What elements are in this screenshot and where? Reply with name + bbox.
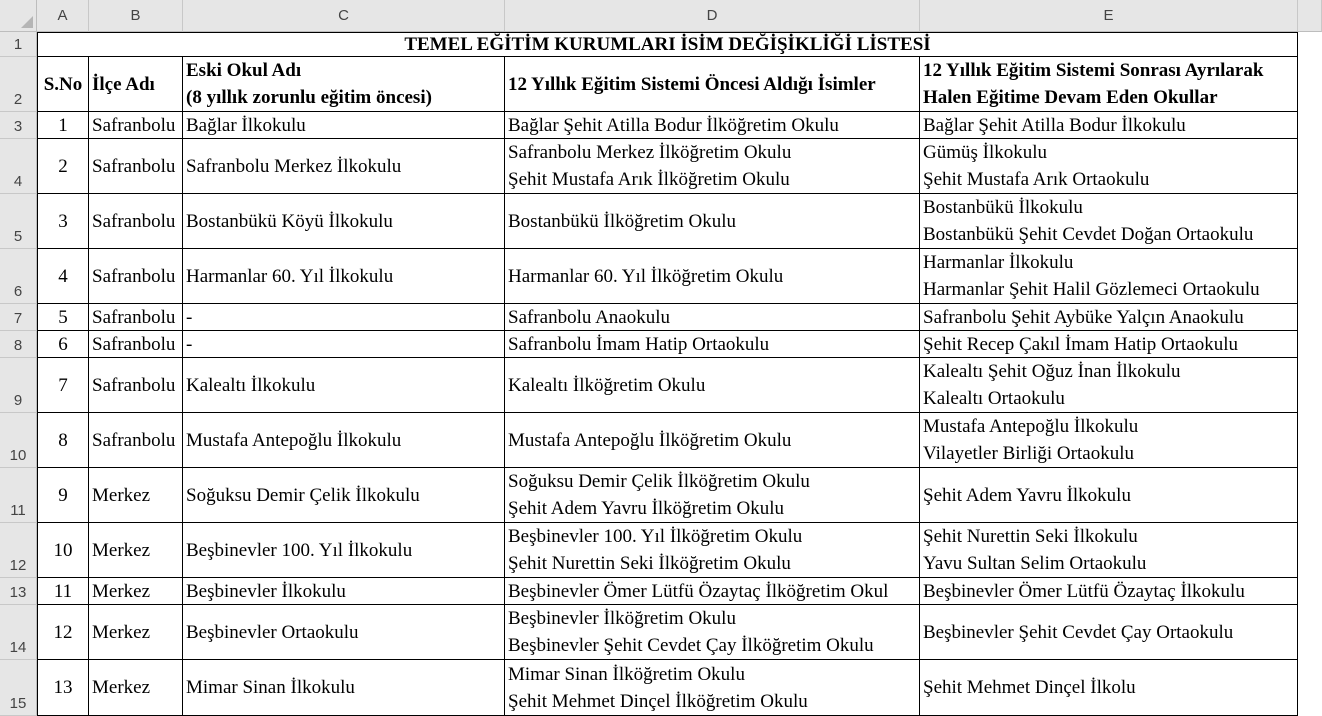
cell-ilce[interactable] <box>89 358 183 413</box>
cell-sonrasi[interactable] <box>920 249 1298 304</box>
cell-ilce-line-1: Safranbolu <box>92 155 176 177</box>
cell-sonrasi-line-2: Bostanbükü Şehit Cevdet Doğan Ortaokulu <box>923 224 1254 245</box>
cell-sonrasi-line-1: Bağlar Şehit Atilla Bodur İlkokulu <box>923 114 1186 136</box>
cell-ilce[interactable] <box>89 578 183 605</box>
row-header-4[interactable]: 4 <box>0 139 37 194</box>
cell-ilce-line-1: Safranbolu <box>92 374 176 396</box>
header-sno-line-1: S.No <box>43 73 83 95</box>
cell-sno[interactable] <box>37 605 89 660</box>
row-header-11[interactable]: 11 <box>0 468 37 523</box>
cell-ilce-line-1: Safranbolu <box>92 114 176 136</box>
cell-eski-okul[interactable] <box>183 249 505 304</box>
gridline-right <box>1298 32 1322 716</box>
cell-sonrasi[interactable] <box>920 468 1298 523</box>
cell-oncesi-line-2: Şehit Mehmet Dinçel İlköğretim Okulu <box>508 690 808 712</box>
cell-oncesi-line-1: Kalealtı İlköğretim Okulu <box>508 374 706 396</box>
header-sonrasi[interactable] <box>920 57 1298 112</box>
cell-sonrasi-line-1: Beşbinevler Şehit Cevdet Çay Ortaokulu <box>923 621 1234 643</box>
cell-oncesi[interactable] <box>505 358 920 413</box>
cell-oncesi[interactable] <box>505 331 920 358</box>
cell-sno-line-1: 5 <box>58 306 68 328</box>
cell-eski-okul-line-1: Soğuksu Demir Çelik İlkokulu <box>186 484 420 506</box>
cell-oncesi-line-1: Safranbolu Merkez İlköğretim Okulu <box>508 142 792 163</box>
cell-oncesi-line-2: Beşbinevler Şehit Cevdet Çay İlköğretim Okulu <box>508 635 874 656</box>
cell-sno[interactable] <box>37 331 89 358</box>
cell-ilce-line-1: Safranbolu <box>92 429 176 451</box>
cell-sonrasi-line-1: Mustafa Antepoğlu İlkokulu <box>923 416 1139 437</box>
cell-oncesi-line-1: Harmanlar 60. Yıl İlköğretim Okulu <box>508 265 784 287</box>
cell-sonrasi[interactable] <box>920 660 1298 716</box>
cell-oncesi[interactable] <box>505 468 920 523</box>
cell-sonrasi-line-2: Vilayetler Birliği Ortaokulu <box>923 443 1134 464</box>
cell-sonrasi[interactable] <box>920 358 1298 413</box>
cell-oncesi-line-1: Mustafa Antepoğlu İlköğretim Okulu <box>508 429 792 451</box>
cell-sno-line-1: 12 <box>53 621 73 643</box>
row-header-1[interactable]: 1 <box>0 32 37 57</box>
cell-oncesi-line-2: Şehit Adem Yavru İlköğretim Okulu <box>508 498 785 519</box>
cell-ilce-line-1: Merkez <box>92 484 151 506</box>
cell-ilce-line-1: Merkez <box>92 621 151 643</box>
header-eski-okul[interactable] <box>183 57 505 112</box>
cell-eski-okul[interactable] <box>183 605 505 660</box>
cell-ilce[interactable] <box>89 523 183 578</box>
cell-oncesi[interactable] <box>505 249 920 304</box>
cell-oncesi-line-1: Beşbinevler Ömer Lütfü Özaytaç İlköğretim Okul <box>508 580 889 602</box>
column-header-f[interactable] <box>1298 0 1322 32</box>
cell-ilce-line-1: Safranbolu <box>92 306 176 328</box>
cell-eski-okul-line-1: Beşbinevler Ortaokulu <box>186 621 359 643</box>
cell-eski-okul-line-1: Kalealtı İlkokulu <box>186 374 316 396</box>
cell-sno-line-1: 3 <box>58 210 68 232</box>
cell-sonrasi-line-1: Bostanbükü İlkokulu <box>923 197 1083 218</box>
cell-oncesi-line-1: Bostanbükü İlköğretim Okulu <box>508 210 736 232</box>
cell-oncesi[interactable] <box>505 304 920 331</box>
cell-sno[interactable] <box>37 468 89 523</box>
cell-ilce-line-1: Merkez <box>92 539 151 561</box>
cell-oncesi-line-1: Beşbinevler İlköğretim Okulu <box>508 608 736 629</box>
cell-sonrasi-line-1: Şehit Mehmet Dinçel İlkolu <box>923 677 1136 698</box>
sheet-title-line-1: TEMEL EĞİTİM KURUMLARI İSİM DEĞİŞİKLİĞİ LİSTESİ <box>404 34 931 55</box>
cell-sno-line-1: 2 <box>58 155 68 177</box>
cell-sno[interactable] <box>37 139 89 194</box>
cell-ilce[interactable] <box>89 413 183 468</box>
cell-eski-okul[interactable] <box>183 331 505 358</box>
cell-ilce-line-1: Merkez <box>92 580 151 602</box>
cell-ilce[interactable] <box>89 660 183 716</box>
cell-sonrasi[interactable] <box>920 578 1298 605</box>
cell-sno[interactable] <box>37 249 89 304</box>
cell-ilce[interactable] <box>89 249 183 304</box>
cell-ilce[interactable] <box>89 112 183 139</box>
cell-sonrasi[interactable] <box>920 331 1298 358</box>
cell-eski-okul-line-1: - <box>186 306 193 328</box>
cell-sno[interactable] <box>37 358 89 413</box>
cell-oncesi-line-1: Bağlar Şehit Atilla Bodur İlköğretim Okulu <box>508 114 839 136</box>
cell-sno-line-1: 7 <box>58 374 68 396</box>
cell-eski-okul-line-1: Mimar Sinan İlkokulu <box>186 677 355 698</box>
cell-ilce-line-1: Safranbolu <box>92 210 176 232</box>
cell-sonrasi[interactable] <box>920 112 1298 139</box>
cell-eski-okul[interactable] <box>183 112 505 139</box>
cell-oncesi-line-2: Şehit Mustafa Arık İlköğretim Okulu <box>508 169 790 190</box>
header-eski-okul-line-1: Eski Okul Adı <box>186 60 302 81</box>
header-ilce[interactable] <box>89 57 183 112</box>
cell-eski-okul[interactable] <box>183 468 505 523</box>
cell-oncesi[interactable] <box>505 413 920 468</box>
cell-eski-okul[interactable] <box>183 194 505 249</box>
cell-eski-okul-line-1: Bağlar İlkokulu <box>186 114 306 136</box>
select-all-corner[interactable] <box>0 0 37 32</box>
cell-eski-okul-line-1: Harmanlar 60. Yıl İlkokulu <box>186 265 394 287</box>
cell-eski-okul[interactable] <box>183 358 505 413</box>
cell-oncesi[interactable] <box>505 194 920 249</box>
cell-sno-line-1: 6 <box>58 333 68 355</box>
header-ilce-line-1: İlçe Adı <box>92 73 155 95</box>
column-header-a[interactable]: A <box>37 0 89 32</box>
cell-oncesi-line-1: Beşbinevler 100. Yıl İlköğretim Okulu <box>508 526 803 547</box>
cell-oncesi-line-1: Soğuksu Demir Çelik İlköğretim Okulu <box>508 471 810 492</box>
cell-ilce[interactable] <box>89 194 183 249</box>
cell-sno[interactable] <box>37 523 89 578</box>
cell-ilce[interactable] <box>89 139 183 194</box>
cell-eski-okul[interactable] <box>183 139 505 194</box>
cell-eski-okul[interactable] <box>183 660 505 716</box>
cell-sonrasi[interactable] <box>920 304 1298 331</box>
column-header-e[interactable]: E <box>920 0 1298 32</box>
row-header-7[interactable]: 7 <box>0 304 37 331</box>
row-header-5[interactable]: 5 <box>0 194 37 249</box>
row-header-2[interactable]: 2 <box>0 57 37 112</box>
header-sonrasi-line-2: Halen Eğitime Devam Eden Okullar <box>923 87 1218 108</box>
cell-eski-okul[interactable] <box>183 413 505 468</box>
column-header-b[interactable]: B <box>89 0 183 32</box>
cell-sno[interactable] <box>37 304 89 331</box>
cell-eski-okul-line-1: - <box>186 333 193 355</box>
row-header-15[interactable]: 15 <box>0 660 37 716</box>
cell-eski-okul[interactable] <box>183 523 505 578</box>
cell-eski-okul-line-1: Bostanbükü Köyü İlkokulu <box>186 210 393 232</box>
cell-eski-okul[interactable] <box>183 578 505 605</box>
column-header-c[interactable]: C <box>183 0 505 32</box>
cell-sno[interactable] <box>37 112 89 139</box>
row-header-13[interactable]: 13 <box>0 578 37 605</box>
cell-ilce-line-1: Safranbolu <box>92 333 176 355</box>
cell-ilce[interactable] <box>89 304 183 331</box>
cell-sonrasi-line-1: Harmanlar İlkokulu <box>923 252 1074 273</box>
cell-sno[interactable] <box>37 578 89 605</box>
cell-sonrasi-line-2: Şehit Mustafa Arık Ortaokulu <box>923 169 1150 190</box>
cell-oncesi-line-2: Şehit Nurettin Seki İlköğretim Okulu <box>508 553 791 574</box>
cell-sonrasi-line-1: Gümüş İlkokulu <box>923 142 1048 163</box>
cell-sno-line-1: 9 <box>58 484 68 506</box>
cell-sno-line-1: 1 <box>58 114 68 136</box>
cell-oncesi[interactable] <box>505 605 920 660</box>
cell-sonrasi-line-1: Şehit Nurettin Seki İlkokulu <box>923 526 1138 547</box>
cell-sonrasi-line-1: Şehit Recep Çakıl İmam Hatip Ortaokulu <box>923 333 1239 355</box>
row-header-8[interactable]: 8 <box>0 331 37 358</box>
cell-sonrasi-line-1: Safranbolu Şehit Aybüke Yalçın Anaokulu <box>923 306 1244 328</box>
column-header-d[interactable]: D <box>505 0 920 32</box>
row-header-14[interactable]: 14 <box>0 605 37 660</box>
cell-ilce[interactable] <box>89 468 183 523</box>
cell-oncesi-line-1: Safranbolu Anaokulu <box>508 306 671 328</box>
row-header-6[interactable]: 6 <box>0 249 37 304</box>
cell-sonrasi-line-2: Yavu Sultan Selim Ortaokulu <box>923 553 1147 574</box>
header-oncesi-line-1: 12 Yıllık Eğitim Sistemi Öncesi Aldığı İsimler <box>508 73 876 95</box>
cell-sonrasi[interactable] <box>920 605 1298 660</box>
cell-sonrasi[interactable] <box>920 413 1298 468</box>
cell-sonrasi-line-1: Şehit Adem Yavru İlkokulu <box>923 484 1131 506</box>
cell-sonrasi-line-1: Kalealtı Şehit Oğuz İnan İlkokulu <box>923 361 1181 382</box>
cell-eski-okul-line-1: Beşbinevler 100. Yıl İlkokulu <box>186 539 413 561</box>
row-header-12[interactable]: 12 <box>0 523 37 578</box>
cell-ilce[interactable] <box>89 605 183 660</box>
row-header-3[interactable]: 3 <box>0 112 37 139</box>
cell-oncesi[interactable] <box>505 578 920 605</box>
cell-ilce-line-1: Merkez <box>92 677 151 698</box>
row-header-10[interactable]: 10 <box>0 413 37 468</box>
cell-oncesi[interactable] <box>505 523 920 578</box>
cell-oncesi[interactable] <box>505 660 920 716</box>
cell-sonrasi[interactable] <box>920 139 1298 194</box>
row-header-9[interactable]: 9 <box>0 358 37 413</box>
cell-sno-line-1: 13 <box>53 677 73 698</box>
cell-eski-okul-line-1: Mustafa Antepoğlu İlkokulu <box>186 429 402 451</box>
cell-oncesi-line-1: Safranbolu İmam Hatip Ortaokulu <box>508 333 770 355</box>
header-eski-okul-line-2: (8 yıllık zorunlu eğitim öncesi) <box>186 87 432 108</box>
cell-sno-line-1: 8 <box>58 429 68 451</box>
header-sno[interactable] <box>37 57 89 112</box>
cell-sno[interactable] <box>37 660 89 716</box>
cell-oncesi-line-1: Mimar Sinan İlköğretim Okulu <box>508 663 745 685</box>
cell-ilce-line-1: Safranbolu <box>92 265 176 287</box>
cell-oncesi[interactable] <box>505 139 920 194</box>
cell-sno-line-1: 10 <box>53 539 73 561</box>
cell-oncesi[interactable] <box>505 112 920 139</box>
cell-sonrasi[interactable] <box>920 194 1298 249</box>
cell-sonrasi[interactable] <box>920 523 1298 578</box>
cell-ilce[interactable] <box>89 331 183 358</box>
header-sonrasi-line-1: 12 Yıllık Eğitim Sistemi Sonrası Ayrılarak <box>923 60 1264 81</box>
cell-sonrasi-line-2: Kalealtı Ortaokulu <box>923 388 1065 409</box>
cell-sno[interactable] <box>37 413 89 468</box>
cell-sno[interactable] <box>37 194 89 249</box>
cell-sno-line-1: 11 <box>53 580 73 602</box>
cell-sonrasi-line-2: Harmanlar Şehit Halil Gözlemeci Ortaokulu <box>923 279 1260 300</box>
header-oncesi[interactable] <box>505 57 920 112</box>
cell-eski-okul-line-1: Safranbolu Merkez İlkokulu <box>186 155 402 177</box>
select-all-triangle-icon <box>21 16 33 28</box>
cell-sonrasi-line-1: Beşbinevler Ömer Lütfü Özaytaç İlkokulu <box>923 580 1245 602</box>
cell-sno-line-1: 4 <box>58 265 68 287</box>
sheet-title[interactable] <box>37 32 1298 57</box>
cell-eski-okul-line-1: Beşbinevler İlkokulu <box>186 580 346 602</box>
cell-eski-okul[interactable] <box>183 304 505 331</box>
